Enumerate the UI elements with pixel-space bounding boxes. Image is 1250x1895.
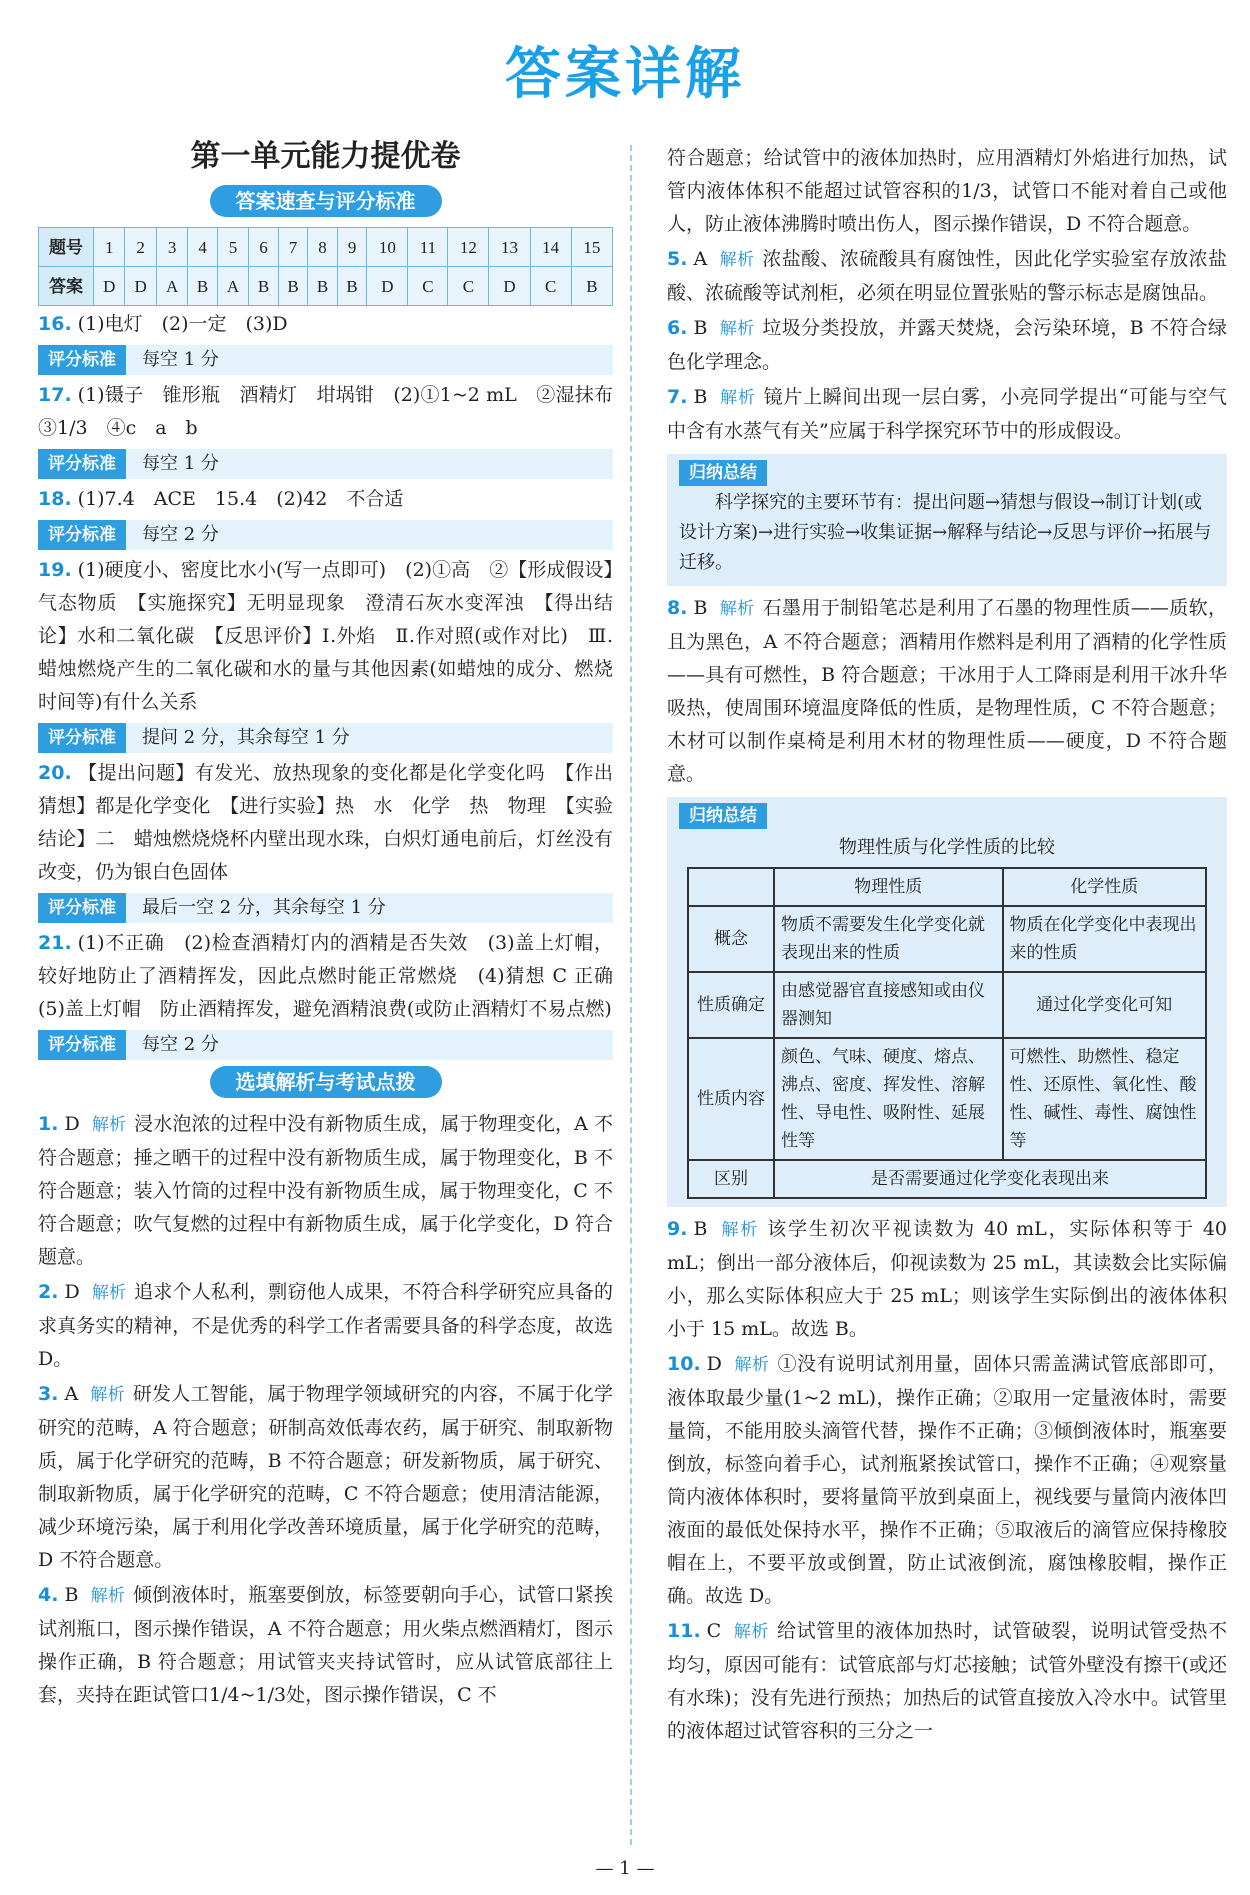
scoring-label: 评分标准 xyxy=(38,345,126,375)
column-header: 物理性质 xyxy=(774,868,1003,906)
scoring-standard xyxy=(38,449,613,479)
table-cell: 颜色、气味、硬度、熔点、沸点、密度、挥发性、溶解性、导电性、吸附性、延展性等 xyxy=(774,1038,1003,1160)
table-cell: 物质在化学变化中表现出来的性质 xyxy=(1003,906,1206,972)
scoring-label: 评分标准 xyxy=(38,1030,126,1060)
summary-label: 归纳总结 xyxy=(679,803,767,829)
summary-text: 科学探究的主要环节有：提出问题→猜想与假设→制订计划(或设计方案)→进行实验→收集证据→解释与结论→反思与评价→拓展与迁移。 xyxy=(679,492,1212,573)
list-item xyxy=(667,381,1227,448)
item-number: 9. xyxy=(667,1218,688,1240)
analysis-label: 解析 xyxy=(719,319,755,339)
item-answer: C xyxy=(706,1620,722,1642)
left-column xyxy=(38,139,633,1714)
scoring-label: 评分标准 xyxy=(38,723,126,753)
list-item xyxy=(667,312,1227,379)
answer-cell: D xyxy=(367,267,408,306)
summary-label: 归纳总结 xyxy=(679,460,767,486)
table-cell: 物质不需要发生化学变化就表现出来的性质 xyxy=(774,906,1003,972)
analysis-label: 解析 xyxy=(733,1355,770,1375)
answer-cell: A xyxy=(217,267,248,306)
scoring-text: 提问 2 分，其余每空 1 分 xyxy=(142,727,350,748)
item-number: 7. xyxy=(667,386,688,408)
item-number: 21. xyxy=(38,932,72,954)
section-quick-label: 答案速查与评分标准 xyxy=(210,185,442,217)
question-number-cell: 14 xyxy=(530,228,571,267)
list-item xyxy=(38,1108,613,1274)
table-cell: 可燃性、助燃性、稳定性、还原性、氧化性、酸性、碱性、毒性、腐蚀性等 xyxy=(1003,1038,1206,1160)
list-item xyxy=(38,927,633,1026)
question-number-cell: 8 xyxy=(308,228,338,267)
unit-title: 第一单元能力提优卷 xyxy=(190,139,461,174)
row-header: 性质确定 xyxy=(688,972,774,1038)
item-number: 17. xyxy=(38,384,72,406)
scoring-label: 评分标准 xyxy=(38,449,126,479)
scoring-text: 每空 1 分 xyxy=(142,453,219,474)
question-number-cell: 6 xyxy=(249,228,279,267)
scoring-label: 评分标准 xyxy=(38,520,126,550)
analysis-list-left xyxy=(38,1108,613,1712)
list-item xyxy=(667,592,1227,791)
question-number-cell: 3 xyxy=(156,228,187,267)
item-number: 19. xyxy=(38,559,72,581)
item-text: (1)不正确 (2)检查酒精灯内的酒精是否失效 (3)盖上灯帽，较好地防止了酒精挥发，因此点燃时能正常燃烧 (4)猜想 C 正确 (5)盖上灯帽 防止酒精挥发，避免酒精浪费(或防止酒精灯不易点燃) xyxy=(38,932,633,1020)
list-item xyxy=(38,483,613,516)
item-number: 11. xyxy=(667,1620,701,1642)
row-header: 区别 xyxy=(688,1160,774,1198)
question-number-cell: 7 xyxy=(278,228,308,267)
scoring-standard xyxy=(38,345,613,375)
page-title: 答案详解 xyxy=(505,42,745,107)
answer-table xyxy=(38,227,613,306)
item-number: 2. xyxy=(38,1281,59,1303)
question-number-cell: 13 xyxy=(489,228,530,267)
list-item xyxy=(38,1579,613,1712)
answer-cell: B xyxy=(308,267,338,306)
answer-cell: B xyxy=(188,267,218,306)
answer-cell: B xyxy=(337,267,367,306)
scoring-text: 每空 1 分 xyxy=(142,349,219,370)
page-number: — 1 — xyxy=(595,1858,655,1879)
answer-cell: B xyxy=(249,267,279,306)
analysis-label: 解析 xyxy=(90,1385,125,1405)
scoring-label: 评分标准 xyxy=(38,893,126,923)
list-item xyxy=(38,554,613,719)
question-number-cell: 12 xyxy=(448,228,489,267)
item-text: 镜片上瞬间出现一层白雾，小亮同学提出“可能与空气中含有水蒸气有关”应属于科学探究环节中的形成假设。 xyxy=(667,386,1228,442)
table-row-label: 题号 xyxy=(39,228,94,267)
item-answer: A xyxy=(64,1383,79,1405)
list-item xyxy=(667,1348,1227,1613)
item-number: 10. xyxy=(667,1353,701,1375)
item-text: (1)7.4 ACE 15.4 (2)42 不合适 xyxy=(77,488,404,510)
item-text: 石墨用于制铅笔芯是利用了石墨的物理性质——质软，且为黑色，A 不符合题意；酒精用作燃料是利用了酒精的化学性质——具有可燃性，B 符合题意；干冰用于人工降雨是利用干冰升华吸热，使周围环境温度降低的性质，是物理性质，C 不符合题意；木材可以制作桌椅是利用木材的物理性质——硬度，D 不符合题意。 xyxy=(667,597,1227,785)
item-number: 20. xyxy=(38,762,72,784)
table-corner xyxy=(688,868,774,906)
list-item xyxy=(667,1615,1227,1748)
analysis-label: 解析 xyxy=(719,599,755,619)
right-column xyxy=(667,140,1227,1750)
list-item xyxy=(38,308,613,341)
item-number: 4. xyxy=(38,1584,59,1606)
scoring-standard xyxy=(38,723,613,753)
scoring-standard xyxy=(38,893,613,923)
list-item xyxy=(38,1378,613,1577)
analysis-label: 解析 xyxy=(91,1115,127,1135)
scoring-text: 每空 2 分 xyxy=(142,1034,219,1055)
item-text: 倾倒液体时，瓶塞要倒放，标签要朝向手心，试管口紧挨试剂瓶口，图示操作错误，A 不符合题意；用火柴点燃酒精灯，图示操作正确，B 符合题意；用试管夹夹持试管时，应从试管底部往上套，夹持在距试管口1/4~1/3处，图示操作错误，C 不 xyxy=(38,1584,613,1706)
analysis-label: 解析 xyxy=(719,250,755,270)
analysis-label: 解析 xyxy=(733,1622,769,1642)
section-analysis-label: 选填解析与考试点拨 xyxy=(210,1066,442,1098)
comparison-box xyxy=(667,797,1227,1207)
answer-cell: B xyxy=(278,267,308,306)
question-number-cell: 2 xyxy=(125,228,156,267)
item-answer: B xyxy=(64,1584,79,1606)
item-text: 该学生初次平视读数为 40 mL，实际体积等于 40 mL；倒出一部分液体后，仰视读数为 25 mL，其读数会比实际偏小，那么实际体积应大于 25 mL；则该学生实际倒出的液体体积小于 15 mL。故选 B。 xyxy=(667,1218,1228,1340)
list-item xyxy=(667,243,1227,310)
item-number: 16. xyxy=(38,313,72,335)
row-header: 性质内容 xyxy=(688,1038,774,1160)
analysis-label: 解析 xyxy=(91,1283,127,1303)
answer-cell: B xyxy=(571,267,612,306)
scoring-text: 每空 2 分 xyxy=(142,524,219,545)
answer-cell: D xyxy=(125,267,156,306)
item-text: 给试管里的液体加热时，试管破裂，说明试管受热不均匀，原因可能有：试管底部与灯芯接触；试管外壁没有擦干(或还有水珠)；没有先进行预热；加热后的试管直接放入冷水中。试管里的液体超过试管容积的三分之一 xyxy=(667,1620,1227,1742)
item-answer: D xyxy=(64,1113,80,1135)
item-text: 浓盐酸、浓硫酸具有腐蚀性，因此化学实验室存放浓盐酸、浓硫酸等试剂柜，必须在明显位置张贴的警示标志是腐蚀品。 xyxy=(667,248,1227,304)
analysis-label: 解析 xyxy=(90,1586,126,1606)
row-header: 概念 xyxy=(688,906,774,972)
item-text: (1)镊子 锥形瓶 酒精灯 坩埚钳 (2)①1~2 mL ②湿抹布 ③1/3 ④c a b xyxy=(38,384,633,439)
item-number: 5. xyxy=(667,248,688,270)
item-answer: D xyxy=(64,1281,80,1303)
item-number: 3. xyxy=(38,1383,59,1405)
question-number-cell: 11 xyxy=(408,228,448,267)
item-text: 【提出问题】有发光、放热现象的变化都是化学变化吗 【作出猜想】都是化学变化 【进行实验】热 水 化学 热 物理 【实验结论】二 蜡烛燃烧烧杯内壁出现水珠，白炽灯通电前后，灯丝没有改变，仍为银白色固体 xyxy=(38,762,613,883)
scoring-text: 最后一空 2 分，其余每空 1 分 xyxy=(142,897,386,918)
analysis-label: 解析 xyxy=(719,388,756,408)
question-number-cell: 15 xyxy=(571,228,612,267)
analysis-label: 解析 xyxy=(719,1220,760,1240)
list-item xyxy=(38,757,613,889)
item-answer: B xyxy=(693,1218,708,1240)
continued-text: 符合题意；给试管中的液体加热时，应用酒精灯外焰进行加热，试管内液体体积不能超过试管容积的1/3，试管口不能对着自己或他人，防止液体沸腾时喷出伤人，图示操作错误，D 不符合题意。 xyxy=(667,147,1227,235)
item-answer: A xyxy=(693,248,708,270)
item-answer: D xyxy=(706,1353,722,1375)
answer-cell: D xyxy=(489,267,530,306)
item-answer: B xyxy=(693,317,708,339)
item-text: 垃圾分类投放，并露天焚烧，会污染环境，B 不符合绿色化学理念。 xyxy=(667,317,1227,373)
analysis-list-right xyxy=(667,243,1227,448)
analysis-list-right-2 xyxy=(667,1213,1227,1748)
table-cell: 是否需要通过化学变化表现出来 xyxy=(774,1160,1206,1198)
summary-box xyxy=(667,454,1227,586)
item-text: 追求个人私利，剽窃他人成果，不符合科学研究应具备的求真务实的精神，不是优秀的科学工作者需要具备的科学态度，故选 D。 xyxy=(38,1281,613,1370)
item-number: 8. xyxy=(667,597,688,619)
question-number-cell: 1 xyxy=(94,228,125,267)
comparison-table xyxy=(687,867,1207,1199)
item-text: (1)电灯 (2)一定 (3)D xyxy=(77,313,288,335)
answer-cell: D xyxy=(94,267,125,306)
table-cell: 通过化学变化可知 xyxy=(1003,972,1206,1038)
question-number-cell: 10 xyxy=(367,228,408,267)
item-number: 6. xyxy=(667,317,688,339)
item-text: (1)硬度小、密度比水小(写一点即可) (2)①高 ②【形成假设】气态物质 【实施探究】无明显现象 澄清石灰水变浑浊 【得出结论】水和二氧化碳 【反思评价】Ⅰ.外焰 Ⅱ.作对照(或作对比) Ⅲ.蜡烛燃烧产生的二氧化碳和水的量与其他因素(如蜡烛的成分、燃烧时间等)有什么关系 xyxy=(38,559,613,713)
answer-cell: A xyxy=(156,267,187,306)
column-header: 化学性质 xyxy=(1003,868,1206,906)
item-text: ①没有说明试剂用量，固体只需盖满试管底部即可，液体取最少量(1~2 mL)，操作正确；②取用一定量液体时，需要量筒，不能用胶头滴管代替，操作不正确；③倾倒液体时，瓶塞要倒放，标签向着手心，试剂瓶紧挨试管口，操作不正确；④观察量筒内液体体积时，要将量筒平放到桌面上，视线要与量筒内液体凹液面的最低处保持水平，操作不正确；⑤取液后的滴管应保持橡胶帽在上，不要平放或倒置，防止试液倒流，腐蚀橡胶帽，操作正确。故选 D。 xyxy=(667,1353,1227,1607)
table-row-label: 答案 xyxy=(39,267,94,306)
item-number: 1. xyxy=(38,1113,59,1135)
item-answer: B xyxy=(693,597,708,619)
scoring-standard xyxy=(38,1030,613,1060)
answer-items xyxy=(38,308,633,1060)
list-item xyxy=(38,1276,613,1376)
answer-cell: C xyxy=(448,267,489,306)
item-number: 18. xyxy=(38,488,72,510)
scoring-standard xyxy=(38,520,613,550)
item-text: 浸水泡浓的过程中没有新物质生成，属于物理变化，A 不符合题意；捶之晒干的过程中没有新物质生成，属于物理变化，B 不符合题意；装入竹筒的过程中没有新物质生成，属于物理变化，C 不符合题意；吹气复燃的过程中有新物质生成，属于化学变化，D 符合题意。 xyxy=(38,1113,614,1268)
item-text: 研发人工智能，属于物理学领域研究的内容，不属于化学研究的范畴，A 符合题意；研制高效低毒农药，属于研究、制取新物质，属于化学研究的范畴，B 不符合题意；研发新物质，属于研究、制取新物质，属于化学研究的范畴，C 不符合题意；使用清洁能源，减少环境污染，属于利用化学改善环境质量，属于化学研究的范畴，D 不符合题意。 xyxy=(38,1383,613,1571)
answer-cell: C xyxy=(408,267,448,306)
list-item xyxy=(38,379,633,445)
question-number-cell: 5 xyxy=(217,228,248,267)
table-cell: 由感觉器官直接感知或由仪器测知 xyxy=(774,972,1003,1038)
answer-cell: C xyxy=(530,267,571,306)
list-item xyxy=(667,1213,1227,1346)
question-number-cell: 9 xyxy=(337,228,367,267)
item-answer: B xyxy=(693,386,708,408)
comparison-title: 物理性质与化学性质的比较 xyxy=(839,837,1055,858)
question-number-cell: 4 xyxy=(188,228,218,267)
